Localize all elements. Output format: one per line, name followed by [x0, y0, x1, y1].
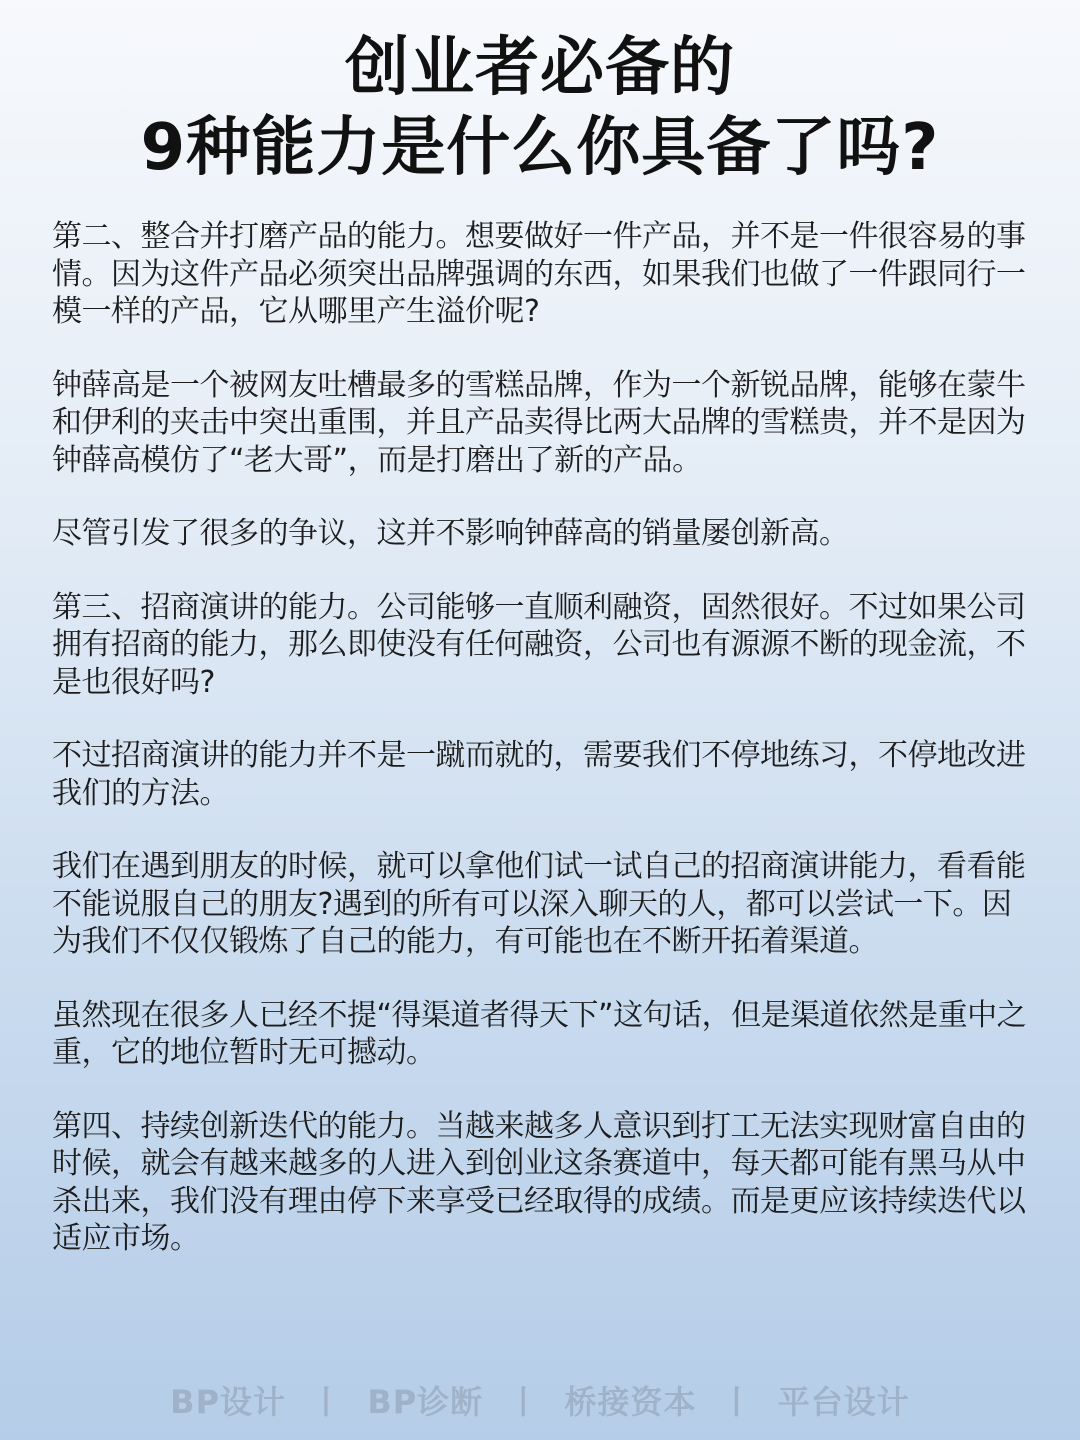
- footer-item-bp-design: BP设计: [170, 1383, 287, 1421]
- paragraph-4: 第三、招商演讲的能力。公司能够一直顺利融资，固然很好。不过如果公司拥有招商的能力，那么即使没有任何融资，公司也有源源不断的现金流，不是也很好吗?: [52, 589, 1026, 700]
- paragraph-8: 第四、持续创新迭代的能力。当越来越多人意识到打工无法实现财富自由的时候，就会有越来越多的人进入到创业这条赛道中，每天都可能有黑马从中杀出来，我们没有理由停下来享受已经取得的成绩。而是更应该持续迭代以适应市场。: [52, 1108, 1026, 1256]
- footer-separator: 丨: [310, 1383, 344, 1421]
- paragraph-2: 钟薛高是一个被网友吐槽最多的雪糕品牌，作为一个新锐品牌，能够在蒙牛和伊利的夹击中突出重围，并且产品卖得比两大品牌的雪糕贵，并不是因为钟薛高模仿了“老大哥”，而是打磨出了新的产品。: [52, 367, 1026, 478]
- title-line-1: 创业者必备的: [345, 31, 735, 105]
- paragraph-3: 尽管引发了很多的争议，这并不影响钟薛高的销量屡创新高。: [52, 516, 849, 551]
- title-line-2: 9种能力是什么你具备了吗?: [140, 111, 940, 185]
- paragraph-5: 不过招商演讲的能力并不是一蹴而就的，需要我们不停地练习，不停地改进我们的方法。: [52, 738, 1026, 811]
- paragraph-7: 虽然现在很多人已经不提“得渠道者得天下”这句话，但是渠道依然是重中之重，它的地位暂时无可撼动。: [52, 997, 1027, 1070]
- paragraph-1: 第二、整合并打磨产品的能力。想要做好一件产品，并不是一件很容易的事情。因为这件产品必须突出品牌强调的东西，如果我们也做了一件跟同行一模一样的产品，它从哪里产生溢价呢?: [52, 219, 1026, 329]
- article-body: [52, 218, 1030, 1294]
- footer-item-bridge-capital: 桥接资本: [564, 1383, 697, 1421]
- footer-tagline: [0, 1380, 1080, 1440]
- footer-separator: 丨: [720, 1383, 754, 1421]
- footer-separator: 丨: [507, 1383, 541, 1421]
- footer-item-platform-design: 平台设计: [777, 1383, 910, 1421]
- page-title: [0, 28, 1080, 188]
- footer-item-bp-diagnosis: BP诊断: [367, 1383, 484, 1421]
- paragraph-6: 我们在遇到朋友的时候，就可以拿他们试一试自己的招商演讲能力，看看能不能说服自己的朋友?遇到的所有可以深入聊天的人，都可以尝试一下。因为我们不仅仅锻炼了自己的能力，有可能也在不断开拓着渠道。: [52, 849, 1026, 959]
